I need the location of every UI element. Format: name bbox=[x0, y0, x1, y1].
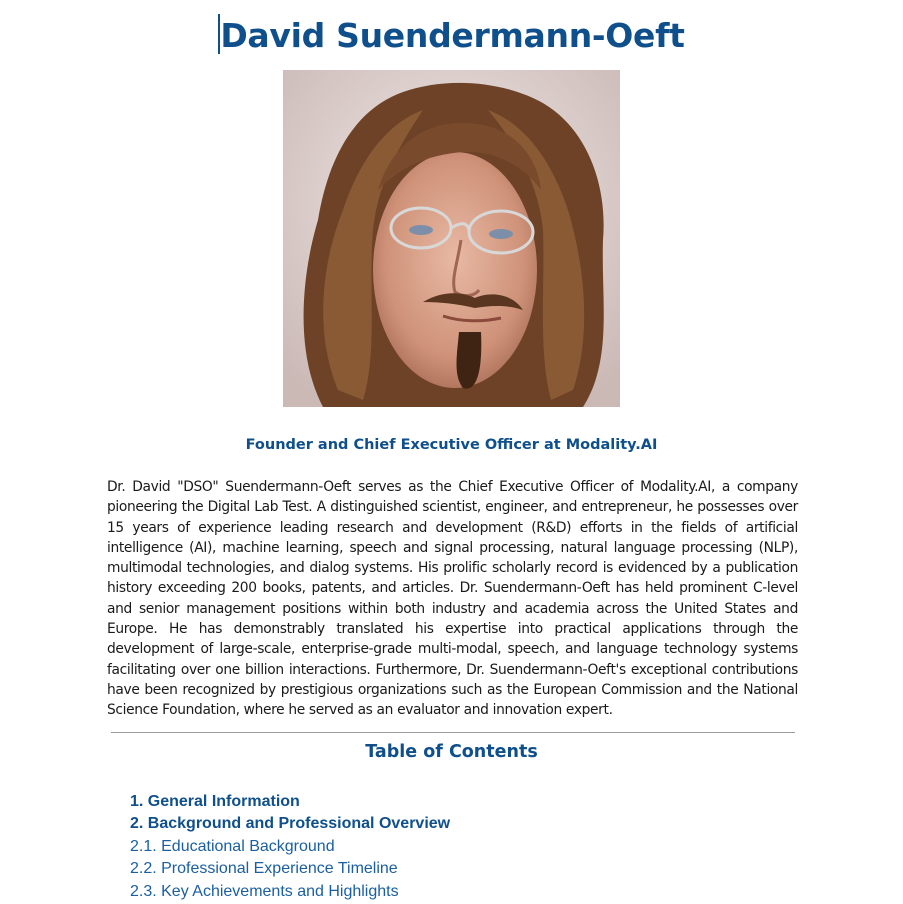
profile-photo-illustration bbox=[283, 70, 620, 407]
page-title-text: David Suendermann-Oeft bbox=[220, 16, 685, 55]
toc-heading: Table of Contents bbox=[365, 742, 538, 762]
table-of-contents bbox=[130, 791, 450, 903]
toc-link-general-information[interactable]: 1. General Information bbox=[130, 793, 300, 810]
toc-link-background-overview[interactable]: 2. Background and Professional Overview bbox=[130, 815, 451, 833]
toc-link-experience-timeline[interactable]: 2.2. Professional Experience Timeline bbox=[130, 860, 398, 878]
section-divider bbox=[111, 732, 795, 733]
profile-photo bbox=[283, 70, 620, 407]
toc-link-educational-background[interactable]: 2.1. Educational Background bbox=[130, 837, 335, 855]
profile-subtitle: Founder and Chief Executive Officer at Modality.AI bbox=[245, 437, 658, 453]
page-title bbox=[0, 14, 903, 58]
biography-paragraph: Dr. David "DSO" Suendermann-Oeft serves as the Chief Executive Officer of Modality.AI, a company pioneering the Digital Lab Test. A distinguished scientist, engineer, and entrepreneur, he possesses over 15 years of experience leading research and development (R&D) efforts in the fields of artificial intelligence (AI), machine learning, speech and signal processing, natural language processing (NLP), multimodal technologies, and dialog systems. His prolific scholarly record is evidenced by a publication history exceeding 200 books, patents, and articles. Dr. Suendermann-Oeft has held prominent C-level and senior management positions within both industry and academia across the United States and Europe. He has demonstrably translated his expertise into practical applications through the development of large-scale, enterprise-grade multi-modal, speech, and language technology systems facilitating over one billion interactions. Furthermore, Dr. Suendermann-Oeft's exceptional contributions have been recognized by prestigious organizations such as the European Commission and the National Science Foundation, where he served as an evaluator and innovation expert. bbox=[107, 479, 798, 719]
toc-link-key-achievements[interactable]: 2.3. Key Achievements and Highlights bbox=[130, 882, 399, 900]
